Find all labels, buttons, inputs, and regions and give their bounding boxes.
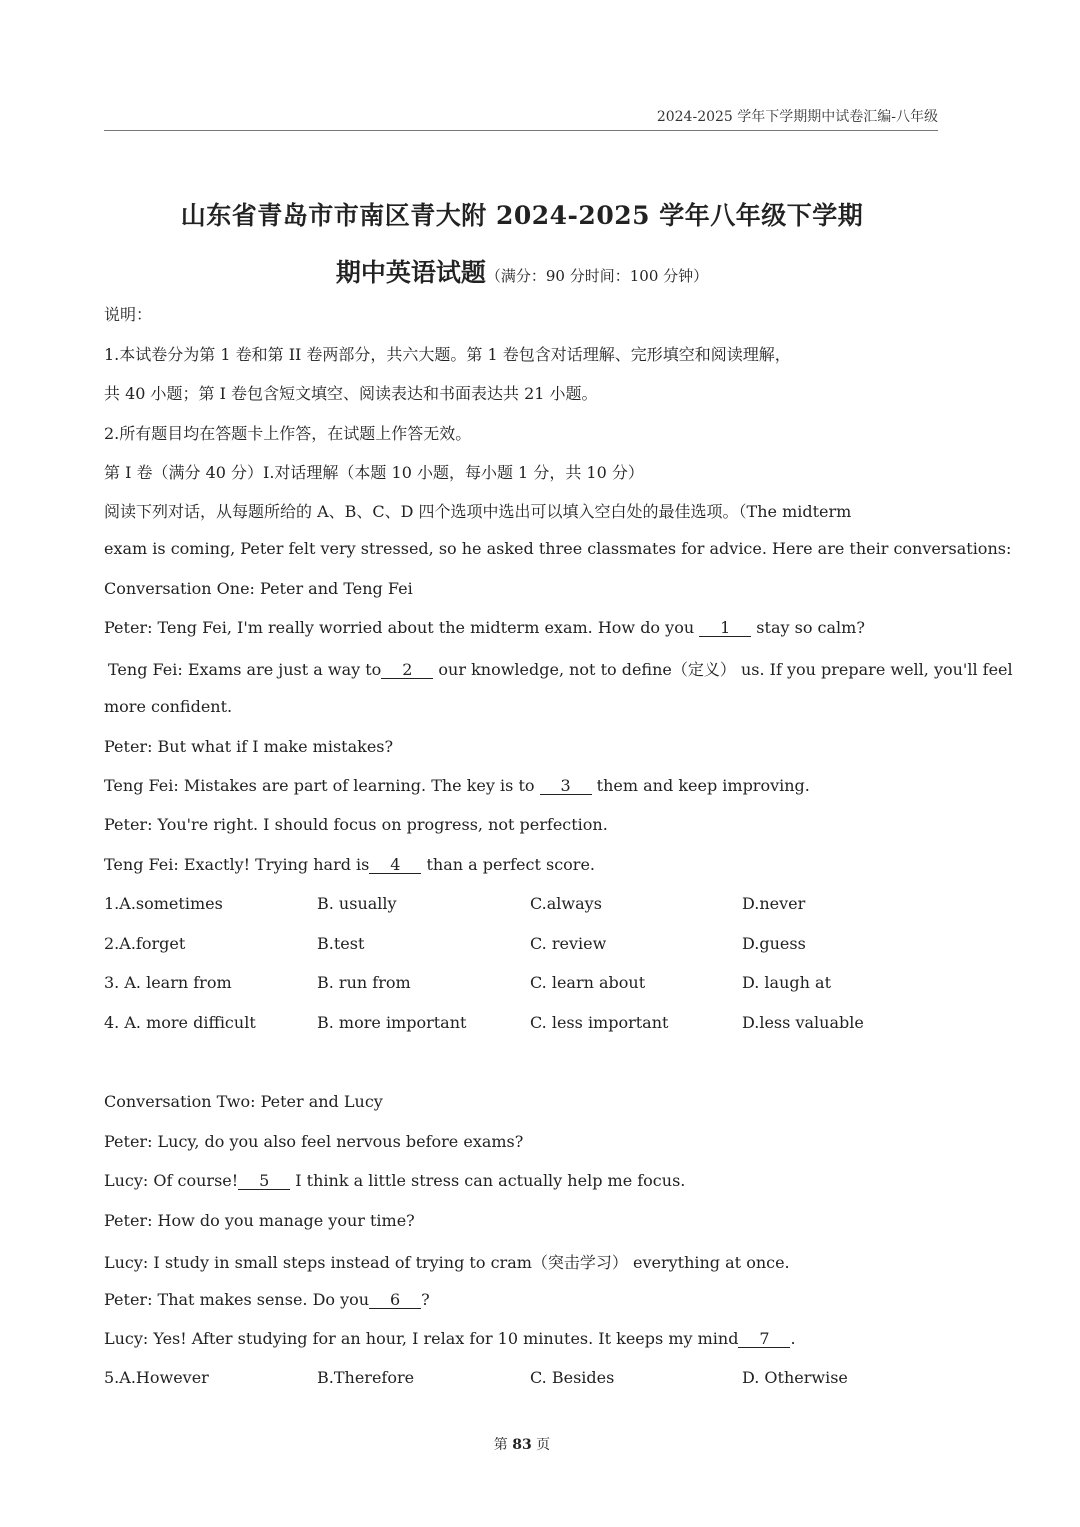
conv1-line-1 xyxy=(104,618,865,637)
blank-3: 3 xyxy=(540,777,592,795)
blank-5: 5 xyxy=(238,1172,290,1190)
header-divider xyxy=(104,130,938,131)
exam-subtitle xyxy=(0,253,1044,289)
note-item-1a: 1.本试卷分为第 1 卷和第 II 卷两部分，共六大题。第 1 卷包含对话理解、完形填空和阅读理解， xyxy=(104,345,791,364)
option: D.guess xyxy=(742,934,806,953)
blank-2: 2 xyxy=(381,661,433,679)
conv1-line-5 xyxy=(104,776,810,795)
conversation-two-title: Conversation Two: Peter and Lucy xyxy=(104,1092,383,1111)
option: 1.A.sometimes xyxy=(104,894,223,913)
conv1-line-4: Peter: But what if I make mistakes? xyxy=(104,737,394,756)
option: C. learn about xyxy=(530,973,646,992)
text: I think a little stress can actually help me focus. xyxy=(290,1171,686,1190)
text: ? xyxy=(421,1290,430,1309)
option: B. usually xyxy=(317,894,397,913)
page-label-post: 页 xyxy=(531,1437,551,1453)
text: Teng Fei: Exams are just a way to xyxy=(108,660,382,679)
note-item-2: 2.所有题目均在答题卡上作答，在试题上作答无效。 xyxy=(104,424,472,443)
conv2-line-6 xyxy=(104,1329,796,1348)
blank-1: 1 xyxy=(699,619,751,637)
option: D. laugh at xyxy=(742,973,831,992)
text: Teng Fei: Exactly! Trying hard is xyxy=(104,855,370,874)
conv1-line-6: Peter: You're right. I should focus on progress, not perfection. xyxy=(104,815,608,834)
option: 2.A.forget xyxy=(104,934,186,953)
subtitle-text: 期中英语试题 xyxy=(335,258,486,287)
option: C. less important xyxy=(530,1013,669,1032)
option: 3. A. learn from xyxy=(104,973,232,992)
option: 4. A. more difficult xyxy=(104,1013,256,1032)
conv1-line-7 xyxy=(104,855,595,874)
page-label-pre: 第 xyxy=(493,1437,513,1453)
score-time-note: （满分：90 分时间：100 分钟） xyxy=(485,267,709,285)
text: . xyxy=(790,1329,796,1348)
conv2-line-4: Lucy: I study in small steps instead of trying to cram（突击学习） everything at once. xyxy=(104,1253,790,1272)
text: Teng Fei: Mistakes are part of learning. The key is to xyxy=(104,776,540,795)
exam-title: 山东省青岛市市南区青大附 2024-2025 学年八年级下学期 xyxy=(180,201,864,230)
text: than a perfect score. xyxy=(421,855,595,874)
page-number xyxy=(0,1434,1044,1454)
series-header: 2024-2025 学年下学期期中试卷汇编-八年级 xyxy=(656,109,938,125)
blank-7: 7 xyxy=(738,1330,790,1348)
conv1-line-2 xyxy=(108,657,1013,680)
note-item-1b: 共 40 小题；第 I 卷包含短文填空、阅读表达和书面表达共 21 小题。 xyxy=(104,384,598,403)
option: D. Otherwise xyxy=(742,1368,848,1387)
conv2-line-1: Peter: Lucy, do you also feel nervous before exams? xyxy=(104,1132,524,1151)
option: D.never xyxy=(742,894,806,913)
conversation-one-title: Conversation One: Peter and Teng Fei xyxy=(104,579,413,598)
text: them and keep improving. xyxy=(591,776,810,795)
text: Lucy: Of course! xyxy=(104,1171,239,1190)
blank-6: 6 xyxy=(369,1291,421,1309)
directions-b: exam is coming, Peter felt very stressed, so he asked three classmates for advice. Here are their conversations: xyxy=(104,539,1012,558)
directions-a: 阅读下列对话，从每题所给的 A、B、C、D 四个选项中选出可以填入空白处的最佳选项。（The midterm xyxy=(104,502,852,521)
option: C. Besides xyxy=(530,1368,615,1387)
page-num: 83 xyxy=(512,1437,532,1453)
conv2-line-3: Peter: How do you manage your time? xyxy=(104,1211,415,1230)
option: D.less valuable xyxy=(742,1013,864,1032)
text: Peter: That makes sense. Do you xyxy=(104,1290,370,1309)
option: B. more important xyxy=(317,1013,467,1032)
conv2-line-5 xyxy=(104,1290,430,1309)
section-heading: 第 I 卷（满分 40 分）I.对话理解（本题 10 小题，每小题 1 分，共 10 分） xyxy=(104,463,644,482)
option: B.test xyxy=(317,934,365,953)
text: Lucy: Yes! After studying for an hour, I relax for 10 minutes. It keeps my mind xyxy=(104,1329,739,1348)
option: B. run from xyxy=(317,973,411,992)
option: C. review xyxy=(530,934,607,953)
text: our knowledge, not to define（定义） us. If you prepare well, you'll feel xyxy=(433,660,1013,679)
option: C.always xyxy=(530,894,602,913)
text: Peter: Teng Fei, I'm really worried about the midterm exam. How do you xyxy=(104,618,700,637)
option: B.Therefore xyxy=(317,1368,415,1387)
conv2-line-2 xyxy=(104,1171,685,1190)
notes-label: 说明： xyxy=(104,305,153,324)
conv1-line-3: more confident. xyxy=(104,697,233,716)
blank-4: 4 xyxy=(369,856,421,874)
text: stay so calm? xyxy=(751,618,865,637)
option: 5.A.However xyxy=(104,1368,209,1387)
